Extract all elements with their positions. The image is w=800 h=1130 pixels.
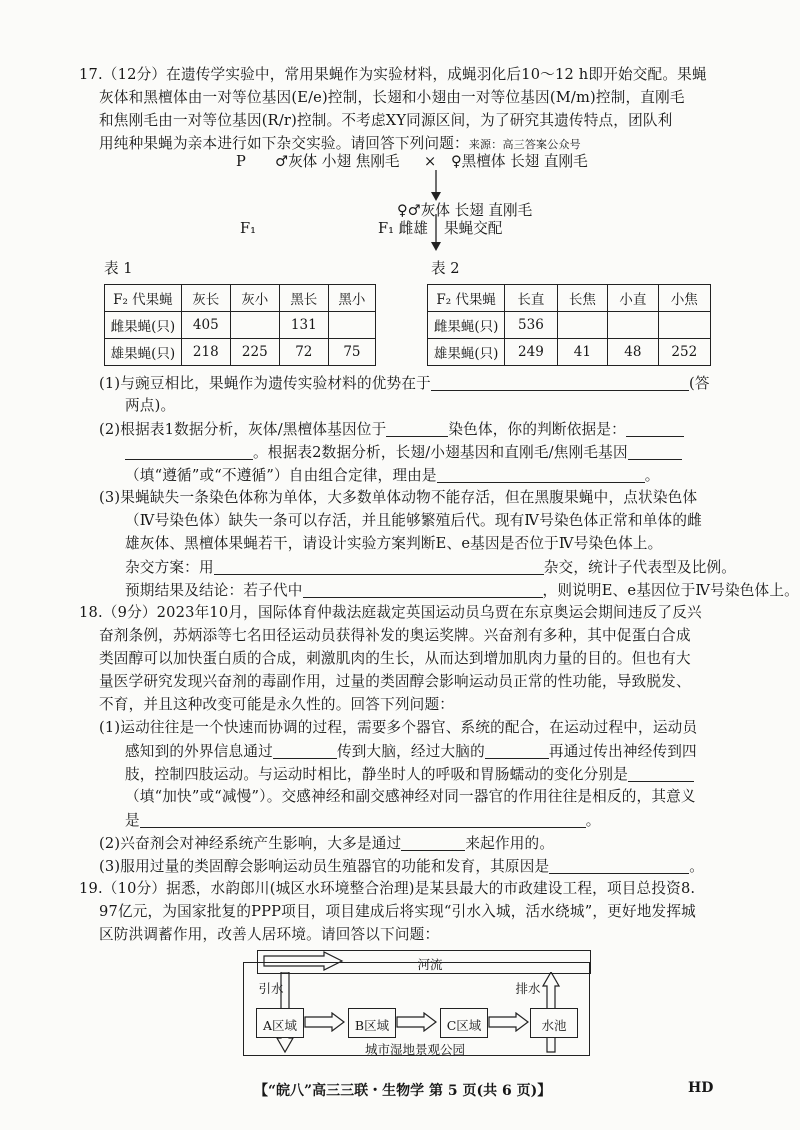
answer-blank[interactable] bbox=[549, 859, 689, 874]
cross-male-parent: ♂灰体 小翅 焦刚毛 bbox=[275, 153, 400, 170]
table-cell bbox=[328, 312, 375, 339]
table-cell: 雌果蝇(只) bbox=[105, 312, 182, 339]
q17-sub2-line1 bbox=[99, 422, 684, 438]
answer-blank[interactable] bbox=[214, 560, 544, 575]
table-row bbox=[105, 312, 376, 339]
q17-sub3-line5 bbox=[125, 583, 799, 599]
table-cell: 218 bbox=[181, 339, 230, 366]
q17-sub1-line2: 两点)。 bbox=[125, 397, 176, 414]
q17-sub1-line1 bbox=[99, 376, 710, 392]
q18-sub2-text-b: 来起作用的。 bbox=[465, 835, 555, 852]
zone-b-label: B区域 bbox=[354, 1018, 390, 1033]
table-cell: 536 bbox=[505, 312, 557, 339]
answer-blank[interactable] bbox=[626, 422, 684, 437]
answer-blank[interactable] bbox=[431, 376, 689, 391]
zone-c-label: C区域 bbox=[446, 1018, 482, 1033]
cross-f1-result: ♀♂灰体 长翅 直刚毛 bbox=[397, 202, 533, 219]
q18-sub3-text-b: 。 bbox=[689, 858, 705, 875]
q17-sub2-text: (2)根据表1数据分析，灰体/黑檀体基因位于 bbox=[99, 421, 387, 438]
table-header-cell: 灰长 bbox=[181, 285, 230, 312]
answer-blank[interactable] bbox=[140, 813, 586, 828]
answer-blank[interactable] bbox=[628, 767, 694, 782]
inflow-label: 引水 bbox=[258, 981, 284, 996]
q17-line-1: 17.（12分）在遗传学实验中，常用果蝇作为实验材料，成蝇羽化后10～12 h即开始交配。果蝇 bbox=[79, 66, 707, 83]
table-cell bbox=[658, 312, 710, 339]
cross-times-sign: × bbox=[424, 153, 437, 170]
cross-f1-mating-right: 果蝇交配 bbox=[444, 220, 503, 237]
table-header-row bbox=[105, 285, 376, 312]
q17-sub3-text-c: 预期结果及结论：若子代中 bbox=[125, 582, 303, 599]
answer-blank[interactable] bbox=[125, 445, 253, 460]
cross-f1-label: F₁ bbox=[240, 220, 256, 237]
paper-code: HD bbox=[688, 1080, 714, 1096]
q18-sub3 bbox=[99, 859, 704, 875]
q18-sub1-text-b: 传到大脑，经过大脑的 bbox=[336, 743, 485, 760]
answer-blank[interactable] bbox=[303, 583, 543, 598]
q17-line-2: 灰体和黑檀体由一对等位基因(E/e)控制，长翅和小翅由一对等位基因(M/m)控制，直刚毛 bbox=[99, 89, 685, 106]
table-row bbox=[428, 312, 711, 339]
cross-f1-mating-left: F₁ 雌雄 bbox=[378, 220, 428, 237]
q17-sub2-text-b: 染色体，你的判断依据是： bbox=[448, 421, 626, 438]
table-cell: 75 bbox=[328, 339, 375, 366]
q18-sub1-line2 bbox=[125, 744, 697, 760]
zone-a-label: A区域 bbox=[262, 1018, 298, 1033]
flow-arrow-icon bbox=[488, 1012, 530, 1032]
table-header-cell: 长焦 bbox=[557, 285, 608, 312]
q18-line-2: 奋剂条例，苏炳添等七名田径运动员获得补发的奥运奖牌。兴奋剂有多种，其中促蛋白合成 bbox=[99, 627, 691, 644]
q18-sub1-text-e: 是 bbox=[125, 812, 140, 829]
cross-p-label: P bbox=[236, 153, 246, 170]
table-cell: 131 bbox=[279, 312, 328, 339]
table-row bbox=[105, 339, 376, 366]
q17-sub3-line1: (3)果蝇缺失一条染色体称为单体，大多数单体动物不能存活，但在黑腹果蝇中，点状染色体 bbox=[99, 489, 698, 506]
table-header-cell: 长直 bbox=[505, 285, 557, 312]
table-cell: 雌果蝇(只) bbox=[428, 312, 505, 339]
q17-line-4 bbox=[99, 137, 581, 152]
q17-sub2-line2 bbox=[125, 445, 682, 461]
river-label: 河流 bbox=[417, 957, 443, 972]
table-header-cell: 黑小 bbox=[328, 285, 375, 312]
q18-line-4: 量医学研究发现兴奋剂的毒副作用，过量的类固醇会影响运动员正常的性功能，导致脱发、 bbox=[99, 673, 691, 690]
q17-sub3-text-b: 杂交，统计子代表型及比例。 bbox=[543, 559, 737, 576]
q17-sub2-line3 bbox=[125, 468, 660, 484]
q18-sub1-line3 bbox=[125, 767, 694, 783]
answer-blank[interactable] bbox=[437, 468, 645, 483]
table-cell: 225 bbox=[230, 339, 279, 366]
table-cell: 48 bbox=[608, 339, 659, 366]
q19-line-1: 19.（10分）据悉，水韵郎川(城区水环境整合治理)是某县最大的市政建设工程，项目总投资8. bbox=[79, 880, 696, 897]
q18-sub1-text-a: 感知到的外界信息通过 bbox=[125, 743, 273, 760]
q18-sub2 bbox=[99, 836, 554, 852]
table-cell: 405 bbox=[181, 312, 230, 339]
table-header-cell: F₂ 代果蝇 bbox=[105, 285, 182, 312]
table2 bbox=[427, 284, 711, 366]
q18-sub1-text-f: 。 bbox=[585, 812, 601, 829]
table-cell bbox=[557, 312, 608, 339]
q18-line-5: 不育，并且这种改变可能是永久性的。回答下列问题： bbox=[99, 696, 455, 713]
q18-sub1-line1: (1)运动往往是一个快速而协调的过程，需要多个器官、系统的配合，在运动过程中，运动员 bbox=[99, 719, 698, 736]
table1-caption: 表 1 bbox=[104, 260, 133, 277]
q17-sub2-text-d: （填“遵循”或“不遵循”）自由组合定律，理由是 bbox=[125, 467, 437, 484]
q19-line-2: 97亿元，为国家批复的PPP项目，项目建成后将实现“引水入城，活水绕城”，更好地发挥城 bbox=[99, 903, 696, 920]
q17-line-3: 和焦刚毛由一对等位基因(R/r)控制。不考虑XY同源区间，为了研究其遗传特点，团队利 bbox=[99, 112, 673, 129]
answer-blank[interactable] bbox=[401, 836, 465, 851]
table-cell: 雄果蝇(只) bbox=[105, 339, 182, 366]
q18-sub1-text-d: 肢，控制四肢运动。与运动时相比，静坐时人的呼吸和胃肠蠕动的变化分别是 bbox=[125, 766, 628, 783]
table-header-cell: 小焦 bbox=[658, 285, 710, 312]
q18-line-3: 类固醇可以加快蛋白质的合成，刺激肌肉的生长，从而达到增加肌肉力量的目的。但也有大 bbox=[99, 650, 691, 667]
q17-sub2-text-c: 。根据表2数据分析，长翅/小翅基因和直刚毛/焦刚毛基因 bbox=[253, 444, 628, 461]
table-cell: 41 bbox=[557, 339, 608, 366]
table-header-cell: 小直 bbox=[608, 285, 659, 312]
table-cell: 252 bbox=[658, 339, 710, 366]
table-header-cell: 灰小 bbox=[230, 285, 279, 312]
table-header-cell: F₂ 代果蝇 bbox=[428, 285, 505, 312]
table-cell: 72 bbox=[279, 339, 328, 366]
q17-sub3-text-a: 杂交方案：用 bbox=[125, 559, 214, 576]
table-cell bbox=[608, 312, 659, 339]
wetland-park-label: 城市湿地景观公园 bbox=[364, 1042, 465, 1057]
table-header-row bbox=[428, 285, 711, 312]
q18-line-1: 18.（9分）2023年10月，国际体育仲裁法庭裁定英国运动员乌贾在东京奥运会期间违反了反兴 bbox=[79, 604, 702, 621]
outflow-label: 排水 bbox=[515, 981, 541, 996]
q17-sub3-line4 bbox=[125, 560, 736, 576]
page-footer: 【“皖八”高三三联・生物学 第 5 页(共 6 页)】 bbox=[254, 1083, 552, 1099]
answer-blank[interactable] bbox=[485, 744, 549, 759]
answer-blank[interactable] bbox=[386, 422, 448, 437]
source-note: 来源：高三答案公众号 bbox=[468, 138, 581, 151]
answer-blank[interactable] bbox=[628, 445, 682, 460]
table-cell: 249 bbox=[505, 339, 557, 366]
table1 bbox=[104, 284, 376, 366]
cross-arrow-1 bbox=[428, 170, 444, 202]
q18-sub2-text-a: (2)兴奋剂会对神经系统产生影响，大多是通过 bbox=[99, 835, 402, 852]
q18-sub1-text-c: 再通过传出神经传到四 bbox=[548, 743, 697, 760]
answer-blank[interactable] bbox=[273, 744, 337, 759]
cross-arrow-2 bbox=[428, 214, 444, 254]
cross-female-parent: ♀黑檀体 长翅 直刚毛 bbox=[451, 153, 588, 170]
q17-sub3-text-d: ，则说明E、e基因位于Ⅳ号染色体上。 bbox=[542, 582, 799, 599]
table-row bbox=[428, 339, 711, 366]
q18-sub3-text-a: (3)服用过量的类固醇会影响运动员生殖器官的功能和发育，其原因是 bbox=[99, 858, 550, 875]
q17-sub2-text-e: 。 bbox=[644, 467, 660, 484]
q17-sub3-line3: 雄灰体、黑檀体果蝇若干，请设计实验方案判断E、e基因是否位于Ⅳ号染色体上。 bbox=[125, 535, 663, 552]
table-cell bbox=[230, 312, 279, 339]
table-cell: 雄果蝇(只) bbox=[428, 339, 505, 366]
table-header-cell: 黑长 bbox=[279, 285, 328, 312]
q17-sub1-suffix: (答 bbox=[688, 375, 710, 392]
table2-caption: 表 2 bbox=[431, 260, 460, 277]
q18-sub1-line4: （填“加快”或“减慢”）。交感神经和副交感神经对同一器官的作用往往是相反的，其意义 bbox=[125, 788, 696, 805]
flow-arrow-icon bbox=[304, 1012, 346, 1032]
flow-arrow-icon bbox=[396, 1012, 438, 1032]
pool-label: 水池 bbox=[541, 1018, 567, 1033]
q17-sub3-line2: （Ⅳ号染色体）缺失一条可以存活，并且能够繁殖后代。现有Ⅳ号染色体正常和单体的雌 bbox=[125, 512, 702, 529]
q17-sub1-text: (1)与豌豆相比，果蝇作为遗传实验材料的优势在于 bbox=[99, 375, 431, 392]
q18-sub1-line5 bbox=[125, 813, 601, 829]
q17-line-4-text: 用纯种果蝇为亲本进行如下杂交实验。请回答下列问题： bbox=[99, 135, 469, 152]
q19-line-3: 区防洪调蓄作用，改善人居环境。请回答以下问题： bbox=[99, 926, 440, 943]
